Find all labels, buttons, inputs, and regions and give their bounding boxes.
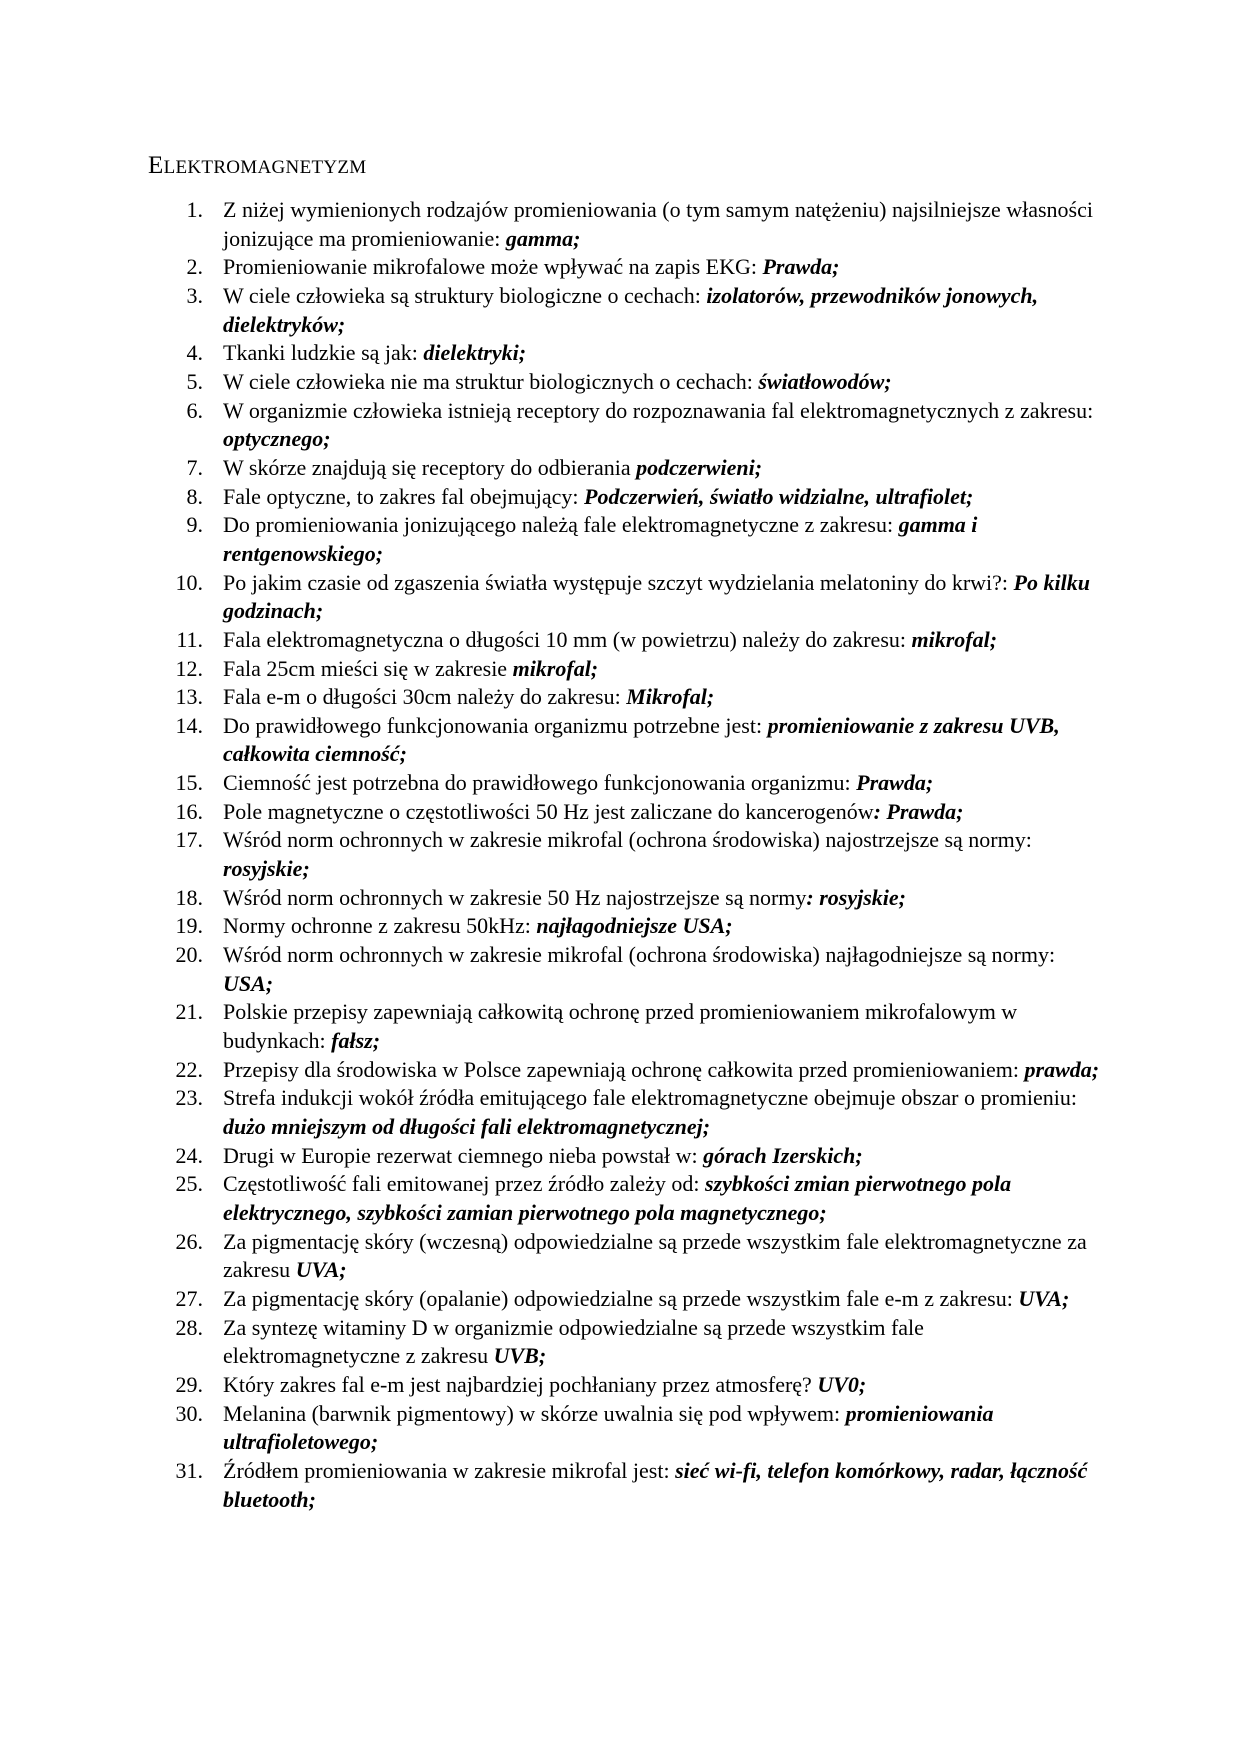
question-number: 14. xyxy=(175,712,203,738)
question-item xyxy=(0,1142,1103,1171)
question-answer: gamma; xyxy=(505,225,581,251)
question-number: 31. xyxy=(175,1457,203,1483)
question-number: 25. xyxy=(175,1171,203,1197)
question-text: Polskie przepisy zapewniają całkowitą ochronę przed promieniowaniem mikrofalowym w budynkach: xyxy=(223,999,1018,1054)
question-item xyxy=(0,626,1103,655)
question-item xyxy=(0,1084,1103,1141)
question-answer: izolatorów, przewodników jonowych, dielektryków; xyxy=(223,282,1039,337)
question-text: Fala e-m o długości 30cm należy do zakresu: xyxy=(223,684,627,710)
question-answer: mikrofal; xyxy=(512,655,599,681)
question-text: Pole magnetyczne o częstotliwości 50 Hz jest zaliczane do kancerogenów xyxy=(223,798,874,824)
question-item xyxy=(0,941,1103,998)
question-item xyxy=(0,1170,1103,1227)
question-number: 10. xyxy=(175,569,203,595)
question-text: Który zakres fal e-m jest najbardziej pochłaniany przez atmosferę? xyxy=(223,1371,818,1397)
question-text: Normy ochronne z zakresu 50kHz: xyxy=(223,913,537,939)
question-number: 19. xyxy=(175,913,203,939)
question-number: 7. xyxy=(186,454,203,480)
question-item xyxy=(0,826,1103,883)
question-answer: podczerwieni; xyxy=(636,454,763,480)
question-answer: najłagodniejsze USA; xyxy=(536,913,733,939)
question-text: Melanina (barwnik pigmentowy) w skórze uwalnia się pod wpływem: xyxy=(223,1400,846,1426)
question-text: Za syntezę witaminy D w organizmie odpowiedzialne są przede wszystkim fale elektromagnetyczne z zakresu xyxy=(223,1314,924,1369)
question-number: 26. xyxy=(175,1228,203,1254)
question-answer: mikrofal; xyxy=(911,626,998,652)
question-number: 24. xyxy=(175,1142,203,1168)
question-number: 2. xyxy=(186,254,203,280)
question-text: Do promieniowania jonizującego należą fale elektromagnetyczne z zakresu: xyxy=(223,512,899,538)
question-text: Z niżej wymienionych rodzajów promieniowania (o tym samym natężeniu) najsilniejsze własności jonizujące ma promieniowanie: xyxy=(223,197,1093,251)
question-text: Fale optyczne, to zakres fal obejmujący: xyxy=(223,483,585,509)
question-number: 27. xyxy=(175,1285,203,1311)
question-item xyxy=(0,339,1103,368)
question-text: Wśród norm ochronnych w zakresie 50 Hz najostrzejsze są normy xyxy=(223,884,807,910)
question-number: 30. xyxy=(175,1400,203,1426)
question-item xyxy=(0,884,1103,913)
question-item xyxy=(0,912,1103,941)
question-answer: Prawda; xyxy=(856,770,934,796)
question-answer: : Prawda; xyxy=(873,798,964,824)
question-item xyxy=(0,1285,1103,1314)
question-text: Promieniowanie mikrofalowe może wpływać na zapis EKG: xyxy=(223,254,763,280)
question-item xyxy=(0,1056,1103,1085)
question-answer: gamma i rentgenowskiego; xyxy=(223,512,978,566)
question-number: 11. xyxy=(176,626,203,652)
question-item xyxy=(0,769,1103,798)
question-answer: dużo mniejszym od długości fali elektromagnetycznej; xyxy=(223,1114,711,1139)
question-list xyxy=(0,196,1240,1514)
question-item xyxy=(0,368,1103,397)
question-item xyxy=(0,196,1103,253)
question-item xyxy=(0,511,1103,568)
question-number: 4. xyxy=(186,340,203,366)
question-number: 12. xyxy=(175,655,203,681)
question-answer: Mikrofal; xyxy=(626,684,715,710)
question-text: Do prawidłowego funkcjonowania organizmu potrzebne jest: xyxy=(223,712,768,738)
question-item xyxy=(0,1314,1103,1371)
question-answer: promieniowania ultrafioletowego; xyxy=(223,1400,994,1455)
question-answer: górach Izerskich; xyxy=(703,1142,863,1168)
question-number: 20. xyxy=(175,942,203,968)
question-number: 9. xyxy=(186,512,203,538)
question-answer: fałsz; xyxy=(331,1028,381,1054)
question-text: Drugi w Europie rezerwat ciemnego nieba powstał w: xyxy=(223,1142,704,1168)
question-text: Wśród norm ochronnych w zakresie mikrofal (ochrona środowiska) najłagodniejsze są normy: xyxy=(223,942,1056,968)
question-item xyxy=(0,454,1103,483)
question-number: 15. xyxy=(175,770,203,796)
question-answer: Podczerwień, światło widzialne, ultrafiolet; xyxy=(584,483,974,509)
question-text: W organizmie człowieka istnieją receptory do rozpoznawania fal elektromagnetycznych z zakresu: xyxy=(223,397,1094,423)
question-item xyxy=(0,1457,1103,1514)
question-answer: UVA; xyxy=(1018,1285,1070,1311)
question-text: Tkanki ludzkie są jak: xyxy=(223,340,424,366)
question-text: Strefa indukcji wokół źródła emitującego fale elektromagnetyczne obejmuje obszar o promieniu: xyxy=(223,1085,1078,1111)
question-answer: optycznego; xyxy=(223,426,331,452)
question-item xyxy=(0,798,1103,827)
question-item xyxy=(0,1371,1103,1400)
question-text: Fala 25cm mieści się w zakresie xyxy=(223,655,513,681)
question-answer: Prawda; xyxy=(762,254,840,280)
question-item xyxy=(0,397,1103,454)
question-answer: światłowodów; xyxy=(758,368,892,394)
question-number: 22. xyxy=(175,1056,203,1082)
question-text: Fala elektromagnetyczna o długości 10 mm (w powietrzu) należy do zakresu: xyxy=(223,626,912,652)
question-text: W ciele człowieka nie ma struktur biologicznych o cechach: xyxy=(223,368,759,394)
question-answer: promieniowanie z zakresu UVB, całkowita ciemność; xyxy=(223,712,1060,767)
question-item xyxy=(0,483,1103,512)
question-text: Częstotliwość fali emitowanej przez źródło zależy od: xyxy=(223,1171,705,1197)
question-answer: Po kilku godzinach; xyxy=(223,569,1090,624)
title-initial: E xyxy=(148,152,164,179)
question-item xyxy=(0,253,1103,282)
title-rest: LEKTROMAGNETYZM xyxy=(163,157,367,178)
question-number: 8. xyxy=(186,483,203,509)
question-number: 18. xyxy=(175,884,203,910)
question-number: 13. xyxy=(175,684,203,710)
question-answer: prawda; xyxy=(1024,1056,1100,1082)
question-number: 1. xyxy=(186,197,203,222)
question-item xyxy=(0,1400,1103,1457)
question-number: 5. xyxy=(186,368,203,394)
question-text: Po jakim czasie od zgaszenia światła występuje szczyt wydzielania melatoniny do krwi?: xyxy=(223,569,1014,595)
question-text: Wśród norm ochronnych w zakresie mikrofal (ochrona środowiska) najostrzejsze są normy: xyxy=(223,827,1032,853)
question-number: 16. xyxy=(175,798,203,824)
question-answer: UVB; xyxy=(493,1343,547,1369)
question-answer: dielektryki; xyxy=(423,340,527,366)
question-item xyxy=(0,569,1103,626)
question-item xyxy=(0,655,1103,684)
question-answer: rosyjskie; xyxy=(223,856,310,882)
question-number: 29. xyxy=(175,1371,203,1397)
question-number: 6. xyxy=(186,397,203,423)
question-item xyxy=(0,998,1103,1055)
question-text: W ciele człowieka są struktury biologiczne o cechach: xyxy=(223,282,707,308)
question-number: 17. xyxy=(175,827,203,853)
question-answer: UVA; xyxy=(295,1257,347,1283)
question-number: 3. xyxy=(186,282,203,308)
question-number: 21. xyxy=(175,999,203,1025)
question-item xyxy=(0,1228,1103,1285)
question-text: Źródłem promieniowania w zakresie mikrofal jest: xyxy=(223,1457,676,1483)
question-number: 23. xyxy=(175,1085,203,1111)
question-text: W skórze znajdują się receptory do odbierania xyxy=(223,454,637,480)
question-text: Za pigmentację skóry (wczesną) odpowiedzialne są przede wszystkim fale elektromagnetyczne za zakresu xyxy=(223,1228,1087,1283)
question-text: Za pigmentację skóry (opalanie) odpowiedzialne są przede wszystkim fale e-m z zakresu: xyxy=(223,1285,1019,1311)
question-answer: : rosyjskie; xyxy=(806,884,907,910)
question-answer: szybkości zmian pierwotnego pola elektrycznego, szybkości zamian pierwotnego pola magnetycznego; xyxy=(223,1171,1012,1225)
question-item xyxy=(0,683,1103,712)
question-item xyxy=(0,712,1103,769)
question-answer: USA; xyxy=(223,970,274,996)
question-answer: UV0; xyxy=(817,1371,867,1397)
question-item xyxy=(0,282,1103,339)
document-title xyxy=(148,150,367,184)
question-answer: sieć wi-fi, telefon komórkowy, radar, łączność bluetooth; xyxy=(223,1457,1088,1512)
question-text: Ciemność jest potrzebna do prawidłowego funkcjonowania organizmu: xyxy=(223,770,857,796)
question-number: 28. xyxy=(175,1314,203,1340)
question-text: Przepisy dla środowiska w Polsce zapewniają ochronę całkowita przed promieniowaniem: xyxy=(223,1056,1025,1082)
